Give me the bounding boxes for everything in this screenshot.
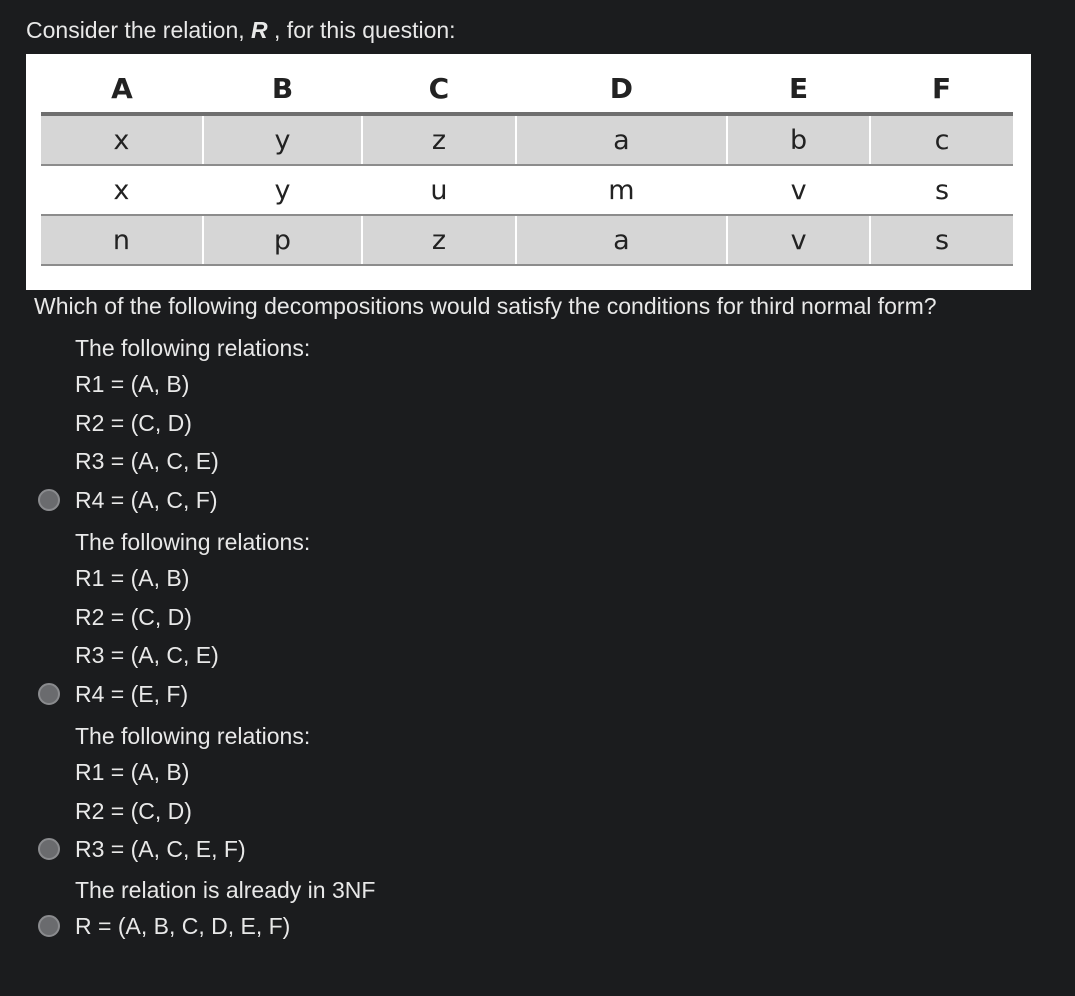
option-line: R1 = (A, B): [75, 371, 190, 397]
question-text: Which of the following decompositions would satisfy the conditions for third normal form?: [34, 293, 937, 319]
table-row: [41, 114, 1013, 165]
column-header-b: B: [203, 64, 362, 114]
option-radio-row[interactable]: [36, 675, 736, 714]
answer-option-1[interactable]: [36, 329, 736, 519]
table-cell: s: [870, 215, 1013, 265]
column-header-e: E: [727, 64, 870, 114]
option-intro: The following relations:: [75, 529, 311, 555]
table-cell: p: [203, 215, 362, 265]
radio-button-icon[interactable]: [38, 683, 60, 705]
answer-option-3[interactable]: [36, 717, 736, 869]
table-cell: m: [516, 165, 727, 215]
option-intro: The following relations:: [75, 723, 311, 749]
answer-option-4[interactable]: [36, 871, 736, 946]
table-cell: v: [727, 165, 870, 215]
prompt-text-before: Consider the relation,: [26, 17, 252, 43]
table-header-row: [41, 64, 1013, 114]
option-radio-row[interactable]: [36, 481, 736, 520]
radio-button-icon[interactable]: [38, 489, 60, 511]
radio-button-icon[interactable]: [38, 915, 60, 937]
table-cell: x: [41, 165, 203, 215]
table-cell: u: [362, 165, 516, 215]
table-cell: y: [203, 165, 362, 215]
answer-option-2[interactable]: [36, 523, 736, 713]
option-radio-row[interactable]: [36, 907, 736, 946]
option-line: R2 = (C, D): [75, 409, 192, 436]
table-cell: y: [203, 114, 362, 165]
option-line: R4 = (E, F): [75, 680, 189, 707]
option-line: R3 = (A, C, E): [75, 448, 219, 474]
table-cell: x: [41, 114, 203, 165]
option-line: R1 = (A, B): [75, 565, 190, 591]
table-cell: a: [516, 114, 727, 165]
prompt-text-after: , for this question:: [267, 17, 456, 43]
option-line: R3 = (A, C, E, F): [75, 836, 246, 862]
table-row: [41, 215, 1013, 265]
table-row: [41, 165, 1013, 215]
option-line: R4 = (A, C, F): [75, 486, 218, 513]
question-prompt: [26, 14, 456, 46]
table-cell: n: [41, 215, 203, 265]
table-cell: a: [516, 215, 727, 265]
table-cell: c: [870, 114, 1013, 165]
option-line: R2 = (C, D): [75, 603, 192, 630]
relation-table: [41, 64, 1013, 266]
option-line: R3 = (A, C, E): [75, 642, 219, 668]
table-cell: v: [727, 215, 870, 265]
table-cell: b: [727, 114, 870, 165]
relation-name: R: [251, 17, 268, 43]
answer-options: [36, 329, 736, 949]
column-header-c: C: [362, 64, 516, 114]
table-cell: z: [362, 114, 516, 165]
option-line: R = (A, B, C, D, E, F): [75, 912, 291, 939]
radio-button-icon[interactable]: [38, 838, 60, 860]
option-intro: The relation is already in 3NF: [75, 876, 376, 903]
option-line: R1 = (A, B): [75, 759, 190, 785]
option-intro: The following relations:: [75, 335, 311, 361]
option-radio-row[interactable]: [36, 830, 736, 869]
relation-table-image: [26, 54, 1031, 290]
table-cell: s: [870, 165, 1013, 215]
column-header-a: A: [41, 64, 203, 114]
table-cell: z: [362, 215, 516, 265]
column-header-f: F: [870, 64, 1013, 114]
column-header-d: D: [516, 64, 727, 114]
option-line: R2 = (C, D): [75, 797, 192, 824]
